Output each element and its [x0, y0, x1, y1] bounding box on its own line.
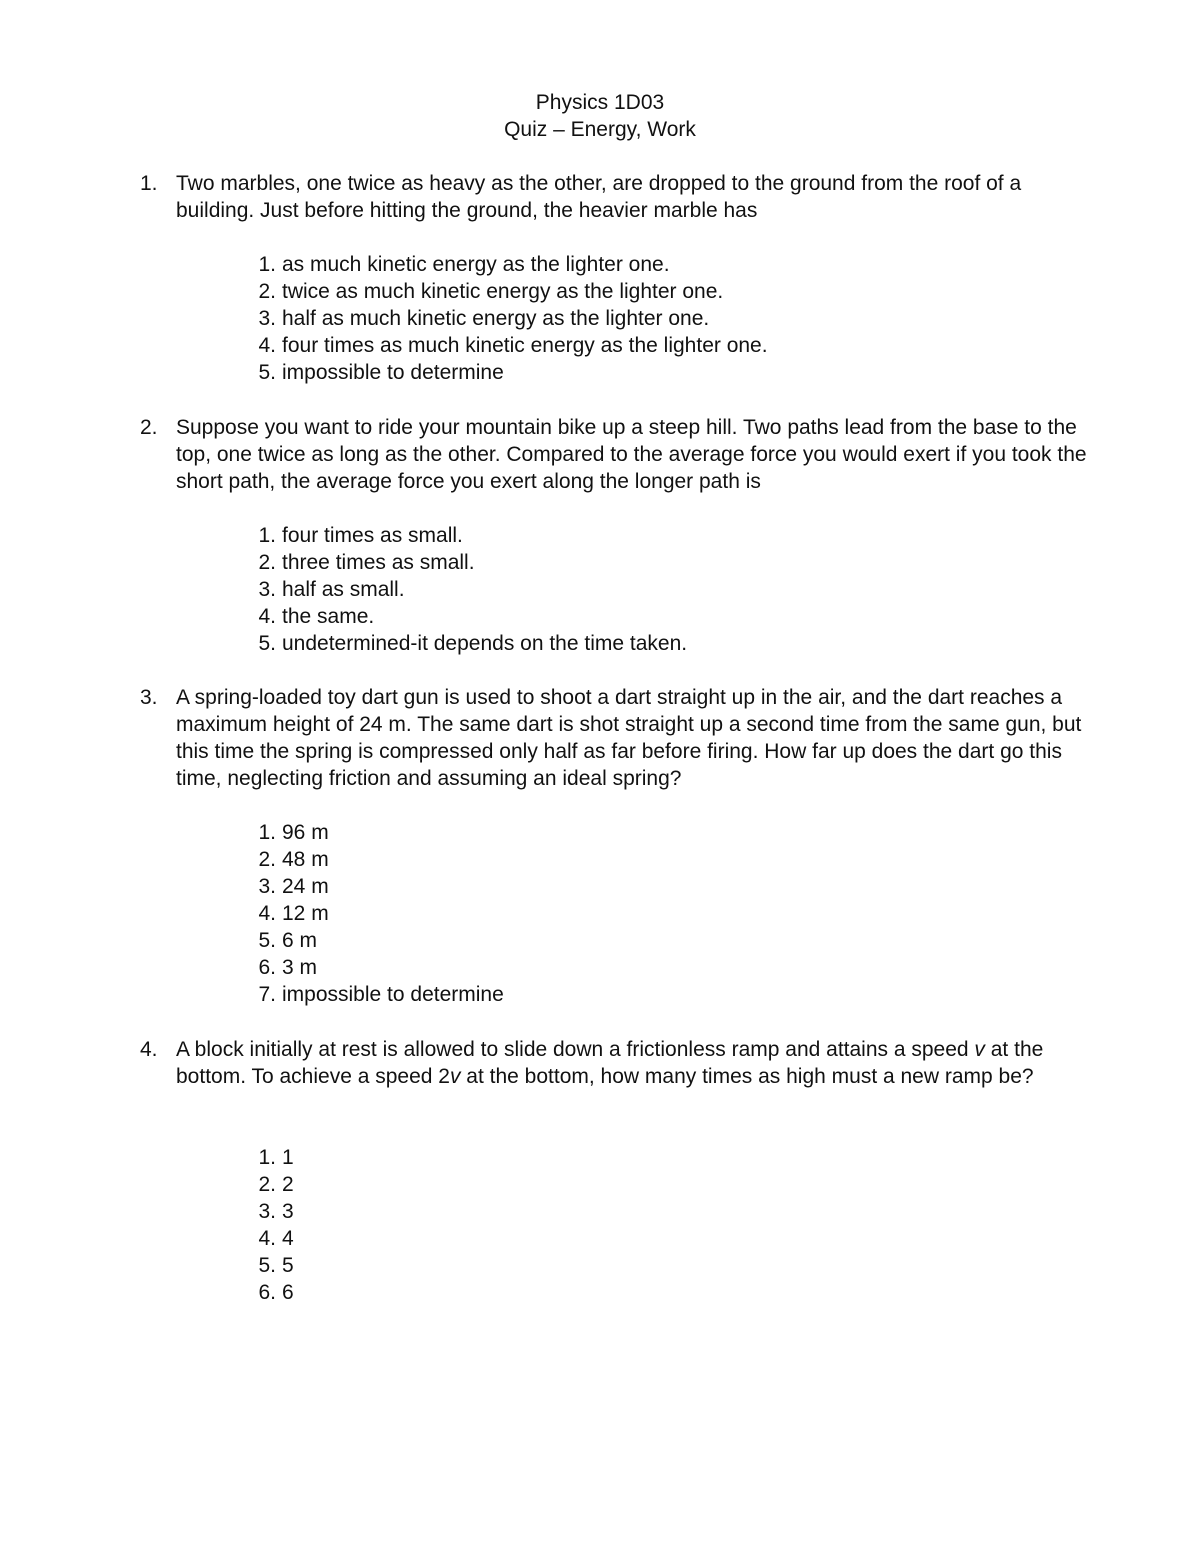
question-number: 3. [140, 686, 158, 709]
option-number: 3. [258, 307, 276, 330]
option-text: the same. [282, 605, 375, 628]
variable-v: v [449, 1065, 461, 1088]
option-number: 4. [258, 902, 276, 925]
option-number: 1. [258, 524, 276, 547]
option-number: 2. [258, 848, 276, 871]
option-text: impossible to determine [282, 361, 504, 384]
option-text: 1 [282, 1146, 294, 1169]
question-text-part: A block initially at rest is allowed to slide down a frictionless ramp and attains a speed [176, 1038, 975, 1061]
question-text: A spring-loaded toy dart gun is used to shoot a dart straight up in the air, and the dart reaches a maximum height of 24 m. The same dart is shot straight up a second time from the same gun, but this time the spring is compressed only half as far before firing. How far up does the dart go this time, neglecting friction and assuming an ideal spring? [176, 686, 1082, 790]
variable-v: v [974, 1038, 985, 1061]
option-text: 96 m [282, 821, 329, 844]
document-title: Physics 1D03 [535, 91, 665, 114]
option-text: 6 m [282, 929, 318, 952]
option-text: 5 [282, 1254, 294, 1277]
document-subtitle: Quiz – Energy, Work [504, 118, 696, 141]
option-number: 4. [258, 1227, 276, 1250]
question-text [176, 1036, 1100, 1090]
question-text-part: at the bottom, how many times as high must a new ramp be? [460, 1065, 1034, 1088]
question-text: Suppose you want to ride your mountain bike up a steep hill. Two paths lead from the base to the top, one twice as long as the other. Compared to the average force you would exert if you took the short path, the average force you exert along the longer path is [176, 416, 1087, 493]
option-number: 5. [258, 361, 276, 384]
option-text: 4 [282, 1227, 294, 1250]
question-text: Two marbles, one twice as heavy as the other, are dropped to the ground from the roof of a building. Just before hitting the ground, the heavier marble has [176, 172, 1022, 222]
option-number: 5. [258, 632, 276, 655]
option-number: 6. [258, 956, 276, 979]
option-text: 3 m [282, 956, 318, 979]
option-text: twice as much kinetic energy as the lighter one. [282, 280, 724, 303]
option-text: undetermined-it depends on the time taken. [282, 632, 688, 655]
question-number: 4. [140, 1038, 158, 1061]
option-text: 12 m [282, 902, 329, 925]
option-number: 4. [258, 334, 276, 357]
option-text: three times as small. [282, 551, 475, 574]
option-number: 3. [258, 875, 276, 898]
option-text: 6 [282, 1281, 294, 1304]
option-text: half as much kinetic energy as the lighter one. [282, 307, 710, 330]
option-number: 1. [258, 1146, 276, 1169]
option-text: 3 [282, 1200, 294, 1223]
option-text: four times as small. [282, 524, 463, 547]
question-number: 2. [140, 416, 158, 439]
option-text: as much kinetic energy as the lighter one. [282, 253, 670, 276]
option-number: 1. [258, 821, 276, 844]
question-text-part: at the bottom. To achieve a speed 2 [176, 1038, 1044, 1088]
question-number: 1. [140, 172, 158, 195]
option-number: 3. [258, 1200, 276, 1223]
option-number: 7. [258, 983, 276, 1006]
option-number: 3. [258, 578, 276, 601]
option-number: 2. [258, 551, 276, 574]
option-number: 5. [258, 929, 276, 952]
option-number: 6. [258, 1281, 276, 1304]
option-text: 48 m [282, 848, 329, 871]
option-number: 5. [258, 1254, 276, 1277]
option-text: four times as much kinetic energy as the lighter one. [282, 334, 768, 357]
option-text: half as small. [282, 578, 405, 601]
option-number: 2. [258, 280, 276, 303]
option-text: 24 m [282, 875, 329, 898]
option-text: 2 [282, 1173, 294, 1196]
option-number: 1. [258, 253, 276, 276]
option-number: 2. [258, 1173, 276, 1196]
option-number: 4. [258, 605, 276, 628]
option-text: impossible to determine [282, 983, 504, 1006]
